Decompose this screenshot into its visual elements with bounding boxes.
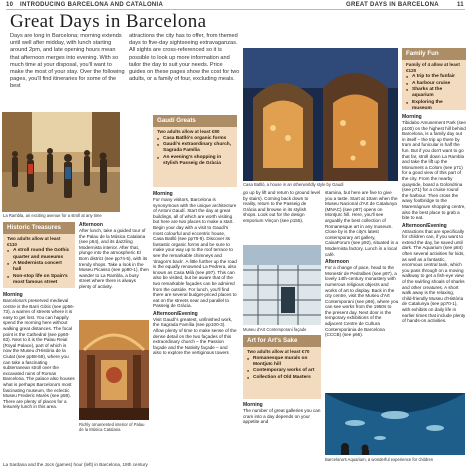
left-section-title: INTRODUCING BARCELONA AND CATALONIA	[20, 2, 164, 8]
family-box-price: Family of 4 allow at least €120	[406, 62, 460, 73]
body-text: Visit Gaudí's greatest, unfinished work, the Sagrada Família (see pp100-3). Allow plenty of time to make sense of the dense detail on the two façades of this extraordinary church – the Passion façade and the Nativity façade – and also to explore the vertiginous towers	[153, 316, 237, 356]
left-page-number: 10	[6, 2, 14, 8]
street-photo-caption: La Rambla, an exciting avenue for a stroll at any time	[3, 213, 102, 218]
aquarium-caption: Barcelona's Aquarium, a wonderful experience for children	[325, 457, 434, 462]
concert-hall-photo	[79, 320, 149, 420]
body-text: The number of great galleries you can cram into a day depends on your appetite and	[243, 408, 321, 425]
art-morning-column	[243, 402, 321, 462]
list-item: ■ Non-stop life on Spain's most famous street	[7, 274, 71, 287]
historic-afternoon-column	[79, 222, 149, 318]
museum-photo	[243, 245, 321, 325]
family-fun-box	[402, 48, 466, 110]
body-text: Attractions that are specifically for children can, if you want to extend the day, be saved until dark. The Aquarium (see p84) often several activities for kids, as well as a fantastic, enormous central tank, which you pass through on a moving walkway to get a fish-eye view of the swirling shoals of sharks and other creatures. A short walk away is the relaxing, child-friendly Museu d'Història de Catalunya (see pp70-1), with exhibits on daily life in earlier times that include plenty of hands-on activities.	[402, 228, 466, 324]
body-text: For a change of pace, head to the Monestir de Pedralbes (see p97), a lovely 14th-century monastery with numerous religious objects and works of art to display. Back in the city centre, visit the Museu d'Art Contemporani (see p66), where you can see works from the 1950s to the present day. Next door is the temporary exhibitions of the adjacent Centre de Cultura Contemporània de Barcelona (CCCB) (see p66).	[325, 265, 399, 338]
body-text: Tibidabo Amusement Park (see p100) on the highest hill behind Barcelona, is a family day out in itself – the trip up there by tram and funicular is half the fun. But if you don't want to go that far, stroll down La Rambla and take the lift up the Monument a Colom (see p71) for a good view of this part of the city. From the nearby quayside, board a Golondrina (see p71) for a cruise round the harbour. Then cross the wavy footbridge to the Maremàgnum shopping centre, also the best place to grab a bite to eat.	[402, 120, 466, 221]
body-text: stamina, but here are five to give you a taste. Start at 10am when the Museu Nacional d'Art de Catalunya (MNAC) (see p97) opens on Montjuïc hill. Here, you'll see arguably the best collection of Romanesque art in any museum. Close by is the city's latest contemporary art gallery, CaixaForum (see p92), situated in a Modernista factory. Lunch in a local cafè.	[325, 190, 399, 257]
intro-col2: attractions the city has to offer, from themed days to five-day sightseeing extravaganzas. All sights are cross-referenced so it is possible to look up more information and tailor the day to suit your needs. Price guides on these pages show the cost for two adults, or a family of four, excluding meals.	[129, 33, 240, 83]
section-subhead: Morning	[153, 191, 173, 197]
casa-batllo-photo	[243, 48, 398, 181]
body-text: go up by lift and return to ground level by stairs). Coming back down to reality, return to the Passeig de Gràcia and browse in its stylish shops. Look out for the design emporium Vinçon (see p155).	[243, 190, 321, 223]
right-column-2	[325, 190, 399, 390]
header-rule	[6, 9, 465, 10]
page-title: Great Days in Barcelona	[10, 11, 207, 32]
historic-box-price: Two adults allow at least €110	[7, 236, 61, 247]
family-box-title: Family Fun	[402, 48, 466, 60]
art-box-title: Art for Art's Sake	[243, 335, 321, 347]
gaudi-box-price: Two adults allow at least €80	[157, 129, 220, 134]
section-subhead: Morning	[402, 114, 422, 120]
historic-box-list	[3, 248, 75, 286]
aquarium-photo	[325, 393, 465, 455]
section-subhead: Afternoon	[325, 259, 349, 266]
list-item: ■ A harbour cruise	[406, 81, 462, 87]
list-item: ■ A Modernista concert hall	[7, 261, 71, 274]
list-item: ■ A stroll round the Gothic quarter and museums	[7, 248, 71, 261]
gaudi-box-title: Gaudí Greats	[153, 115, 237, 127]
list-item: ■ Exploring the museum	[406, 100, 462, 110]
section-subhead: Morning	[243, 402, 263, 408]
list-item: ■ Romanesque murals on Montjuïc hill	[247, 356, 317, 369]
family-column	[402, 114, 466, 390]
historic-morning-column	[3, 292, 75, 460]
historic-box-title: Historic Treasures	[3, 222, 75, 234]
art-box-list	[243, 356, 321, 382]
section-subhead: Afternoon/Evening	[153, 310, 198, 317]
section-subhead: Morning	[3, 292, 23, 298]
art-box-price: Two adults allow at least €70	[247, 349, 310, 354]
section-subhead: Afternoon	[79, 222, 103, 228]
intro-col1: Days are long in Barcelona; morning extends until well after midday, with lunch starting around 2pm, and late opening hours mean that afternoon merges into evening. With so much time at your disposal, you'll want to make the most of your stay. Over the following pages, you'll find itineraries for some of the best	[10, 33, 125, 90]
list-item: ■ A trip to the funfair	[406, 74, 462, 80]
gaudi-greats-box	[153, 115, 237, 187]
right-section-title: GREAT DAYS IN BARCELONA	[346, 2, 439, 8]
list-item: ■ Sharks at the aquarium	[406, 87, 462, 100]
list-item: ■ Collection of Old Masters	[247, 375, 317, 381]
museum-caption: Museu d'Art Contemporani façade	[243, 327, 307, 332]
body-text: For many visitors, Barcelona is synonymous with the unique architecture of Antoni Gaudí. Start the day at great buildings, all of which are worth visiting but here are two places to make a start. Begin your day with a visit to Gaudí's most colourful and eccentric house, Casa Batlló (see pp76-9). Discover its fantastic organic forms and be sure to make your way up to the roof terrace to see the remarkable chimneys and 'dragon's back'. A little further up the road is the equally renowned La Pedrera, also known as Casa Milà (see p97). This can also be visited, but be aware that of the two remarkable façades can be admired from the outside. For lunch, you'll find there are several budget-priced places to eat on the streets near and parallel to Passeig de Gràcia.	[153, 197, 237, 309]
gaudi-box-list	[153, 136, 237, 168]
section-subhead: Afternoon/Evening	[402, 222, 447, 229]
footer-caption: La Sardana and the Jocs (games) hour (left) in Barcelona, 19th century	[3, 462, 148, 467]
body-text: Barcelona's preserved medieval centre is the Barri Gòtic (see pp56-73), a warren of streets where it is easy to get lost. You can happily spend the morning here without walking great distances. The focal point is the Cathedral (see pp60-63). Next to it is the Palau Reial (Royal Palace), part of which is now the Museu d'Història de la Ciutat (see pp58-59), where you can take a fascinating subterranean stroll over the excavated ruins of Roman Barcelona. The palace also houses what is perhaps Barcelona's most fascinating museum, the eclectic Museu Frederic Marès (see p59). There are plenty of places for a leisurely lunch in this area.	[3, 298, 75, 410]
casa-batllo-caption: Casa Batlló, a house in an otherworldly style by Gaudí	[243, 182, 344, 187]
concert-hall-caption: Richly ornamented interior of Palau de la Música Catalana	[79, 422, 145, 433]
historic-treasures-box	[3, 222, 75, 288]
family-box-list	[402, 74, 466, 110]
middle-column-top	[243, 190, 321, 242]
list-item: ■ Gaudí's extraordinary church, Sagrada Família	[157, 142, 233, 155]
body-text: After lunch, take a guided tour of the Palau de la Música Catalana (see p64), and its dazzling Modernista interior. After that, plunge into the atmospheric El Born district (see pp74-5), with its trendy shops. Take a look in the Museu Picasso (see pp80-1), then wander to La Rambla, a busy street where there is always plenty of activity.	[79, 228, 149, 289]
list-item: ■ Casa Batlló's organic forms	[157, 136, 233, 142]
list-item: ■ Contemporary works of art	[247, 368, 317, 374]
right-page-number: 11	[457, 2, 464, 8]
list-item: ■ An evening's shopping in stylish Passeig de Gràcia	[157, 155, 233, 168]
street-photo	[2, 112, 120, 212]
gaudi-column	[153, 191, 237, 463]
art-box	[243, 335, 321, 399]
